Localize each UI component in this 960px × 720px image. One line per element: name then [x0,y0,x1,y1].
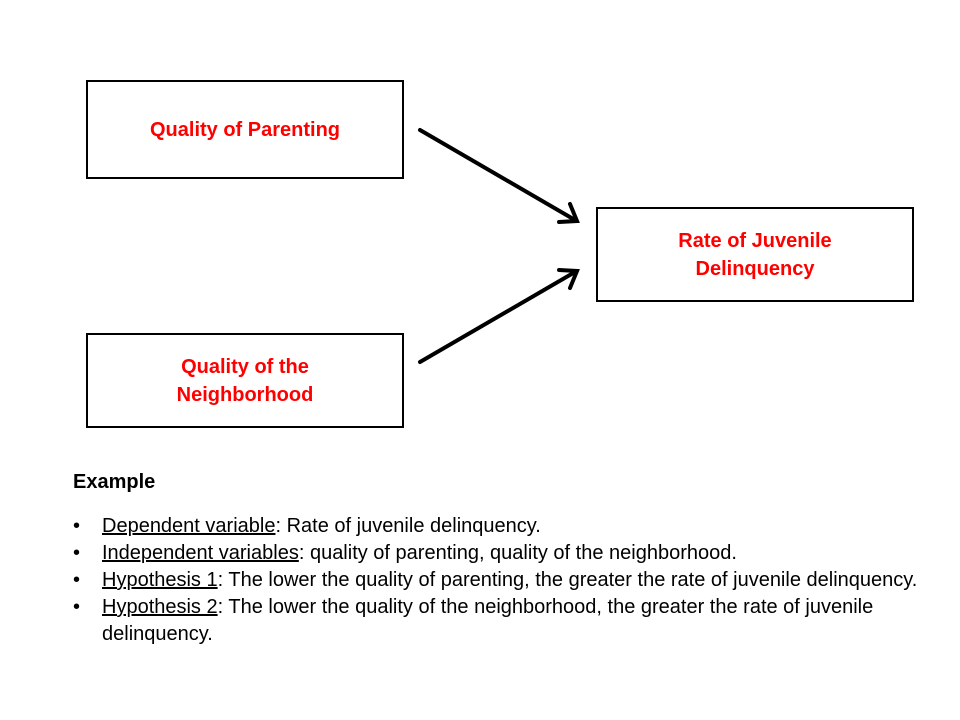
box-quality-of-the-neighborhood-line1: Quality of the [181,355,309,378]
arrow-neighborhood-to-delinquency-shaft [420,272,575,362]
example-heading: Example [73,471,156,493]
bullet-term: Hypothesis 1 [102,569,218,591]
list-item [73,513,923,540]
bullet-term: Dependent variable [102,515,276,537]
bullet-term: Independent variables [102,542,299,564]
bullet-text: : Rate of juvenile delinquency. [275,515,541,537]
box-quality-of-the-neighborhood-line2: Neighborhood [176,383,314,406]
bullet-dot: • [73,596,81,618]
bullet-text: : quality of parenting, quality of the neighborhood. [298,542,737,564]
bullet-term: Hypothesis 2 [102,596,218,618]
bullet-dot: • [73,542,81,564]
bullet-text: : The lower the quality of the neighborhood, the greater the rate of juvenile delinquency. [102,596,874,645]
arrow-parenting-to-delinquency-shaft [420,130,575,220]
example-bullet-list [73,513,923,648]
list-item [73,594,923,648]
bullet-text: : The lower the quality of parenting, the greater the rate of juvenile delinquency. [217,569,918,591]
list-item [73,567,923,594]
box-rate-of-juvenile-delinquency-line1: Rate of Juvenile [678,229,832,252]
box-quality-of-parenting-label: Quality of Parenting [149,118,341,141]
box-rate-of-juvenile-delinquency-line2: Delinquency [695,257,815,280]
bullet-dot: • [73,515,81,537]
bullet-dot: • [73,569,81,591]
list-item [73,540,923,567]
